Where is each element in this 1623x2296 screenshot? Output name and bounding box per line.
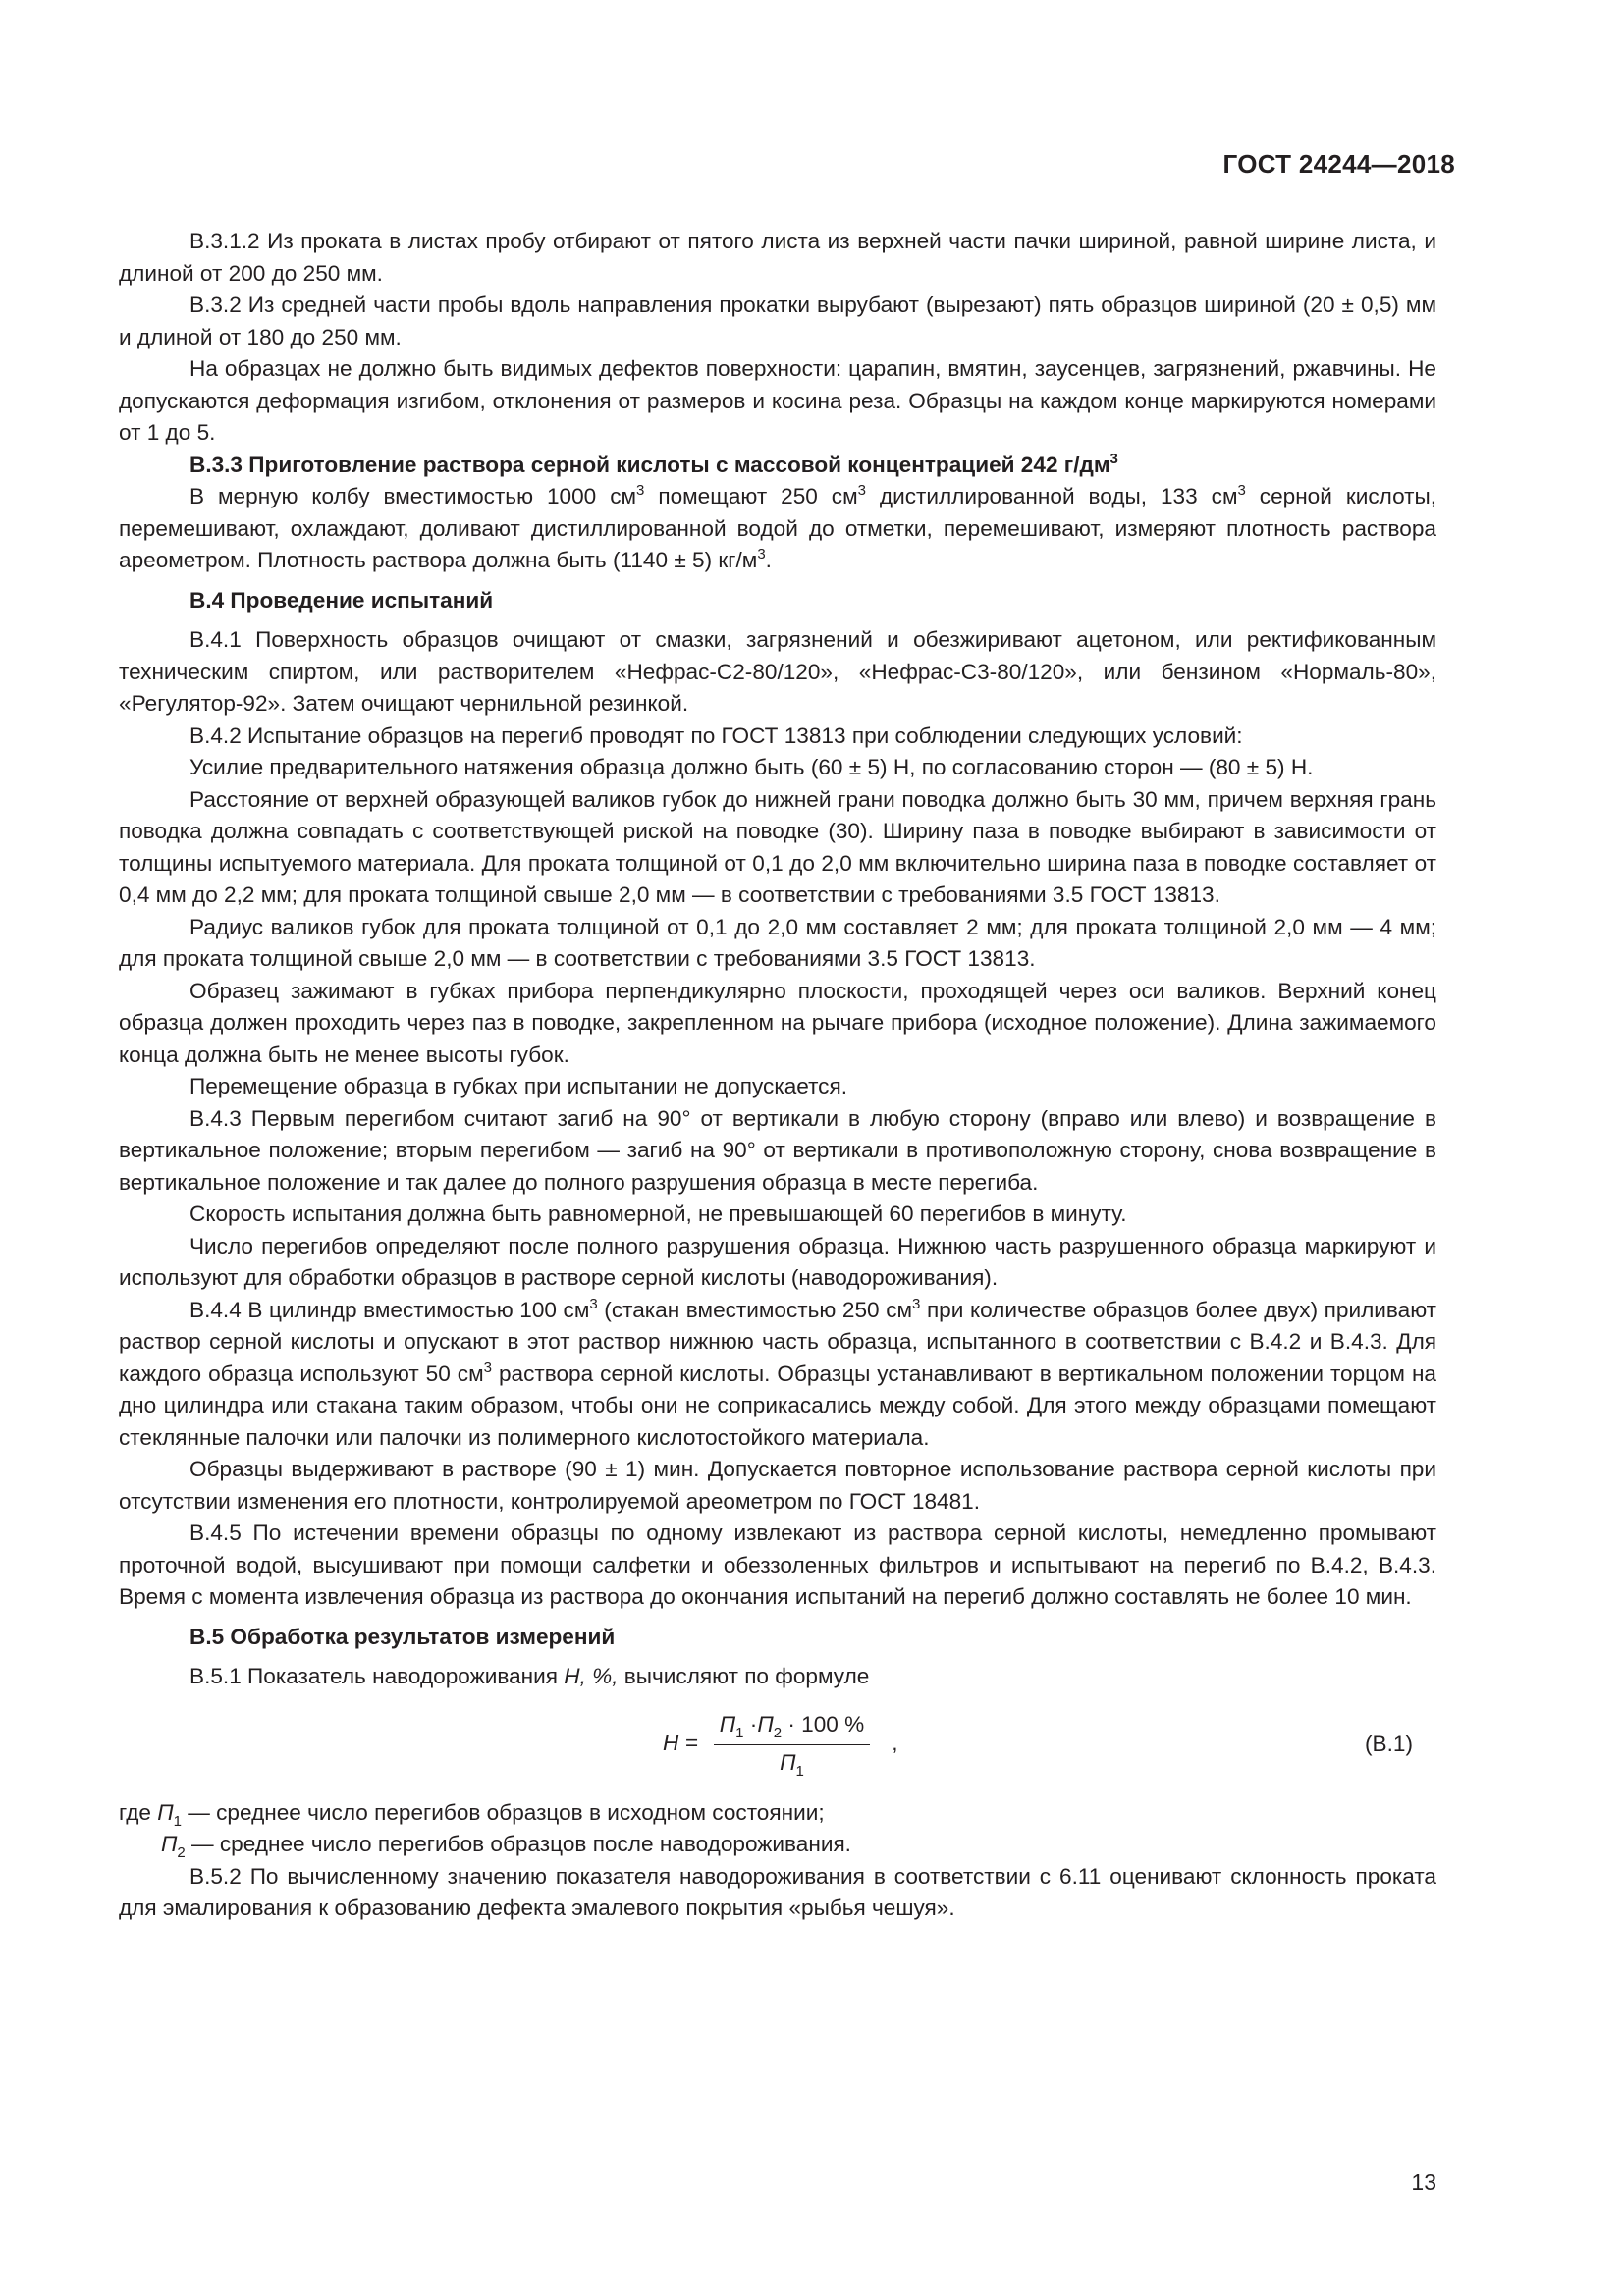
formula [663, 1709, 897, 1780]
formula-block [119, 1699, 1436, 1793]
paragraph-no-movement: Перемещение образца в губках при испытании не допускается. [189, 1074, 847, 1098]
formula-denominator: $П_1$ [780, 1750, 804, 1780]
paragraph-b52: В.5.2 По вычисленному значению показателя наводороживания в соответствии с 6.11 оценивают склонность проката для эмалирования к образованию дефекта эмалевого покрытия «рыбья чешуя». [119, 1863, 1436, 1920]
paragraph-tension: Усилие предварительного натяжения образца должно быть (60 ± 5) Н, по согласованию сторон — (80 ± 5) Н. [189, 755, 1314, 779]
paragraph-b44: В.4.4 В цилиндр вместимостью 100 $см^3$ (стакан вместимостью 250 $см^3$ при количестве образцов более двух) приливают раствор серной кислоты и опускают в этот раствор нижнюю часть образца, испытанного в соответствии с В.4.2 и В.4.3. Для каждого образца используют 50 $см^3$ раствора серной кислоты. Образцы устанавливают в вертикальном положении торцом на дно цилиндра или стакана таким образом, чтобы они не соприкасались между собой. Для этого между образцами помещают стеклянные палочки или палочки из полимерного кислотостойкого материала. [119, 1295, 1437, 1450]
formula-comma: , [892, 1731, 898, 1756]
paragraph-b312: В.3.1.2 Из проката в листах пробу отбирают от пятого листа из верхней части пачки шириной, равной ширине листа, и длиной от 200 до 250 мм. [119, 229, 1436, 286]
paragraph-b43: В.4.3 Первым перегибом считают загиб на 90° от вертикали в любую сторону (вправо или влево) и возвращение в вертикальное положение; вторым перегибом — загиб на 90° от вертикали в противоположную сторону, снова возвращение в вертикальное положение и так далее до полного разрушения образца в месте перегиба. [119, 1105, 1436, 1195]
formula-fraction [714, 1709, 870, 1780]
paragraph-distance: Расстояние от верхней образующей валиков губок до нижней грани поводка должно быть 30 мм, причем верхняя грань поводка должна совпадать с соответствующей риской на поводке (30). Ширину паза в поводке выбирают в зависимости от толщины испытуемого материала. Для проката толщиной от 0,1 до 2,0 мм включительно ширина паза в поводке составляет от 0,4 мм до 2,2 мм; для проката толщиной свыше 2,0 мм — в соответствии с требованиями 3.5 ГОСТ 13813. [119, 786, 1436, 907]
paragraph-solution-prep: В мерную колбу вместимостью 1000 $см^3$ помещают 250 $см^3$ дистиллированной воды, 133 $см^3$ серной кислоты, перемешивают, охлаждают, доливают дистиллированной водой до отметки, перемешивают, измеряют плотность раствора ареометром. Плотность раствора должна быть (1140 ± 5) $кг/м^3$. [119, 482, 1437, 572]
paragraph-radius: Радиус валиков губок для проката толщиной от 0,1 до 2,0 мм составляет 2 мм; для проката толщиной 2,0 мм — 4 мм; для проката толщиной свыше 2,0 мм — в соответствии с требованиями 3.5 ГОСТ 13813. [119, 914, 1436, 971]
paragraph-exposure: Образцы выдерживают в растворе (90 ± 1) мин. Допускается повторное использование раствора серной кислоты при отсутствии изменения его плотности, контролируемой ареометром по ГОСТ 18481. [119, 1457, 1436, 1514]
page-number: 13 [1411, 2169, 1436, 2195]
paragraph-b45: В.4.5 По истечении времени образцы по одному извлекают из раствора серной кислоты, немедленно промывают проточной водой, высушивают при помощи салфетки и обеззоленных фильтров и испытывают на перегиб по В.4.2, В.4.3. Время с момента извлечения образца из раствора до окончания испытаний на перегиб должно составлять не более 10 мин. [119, 1521, 1436, 1609]
where-line-2: $П_2$ — среднее число перегибов образцов после наводороживания. [161, 1832, 851, 1861]
where-line-1: где $П_1$ — среднее число перегибов образцов в исходном состоянии; [119, 1799, 825, 1830]
equation-number: (В.1) [1365, 1731, 1413, 1756]
paragraph-b32: В.3.2 Из средней части пробы вдоль направления прокатки вырубают (вырезают) пять образцов шириной (20 ± 0,5) мм и длиной от 180 до 250 мм. [119, 293, 1436, 349]
paragraph-b41: В.4.1 Поверхность образцов очищают от смазки, загрязнений и обезжиривают ацетоном, или ректификованным техническим спиртом, или растворителем «Нефрас-С2-80/120», «Нефрас-С3-80/120», или бензином «Нормаль-80», «Регулятор-92». Затем очищают чернильной резинкой. [119, 627, 1436, 716]
paragraph-bend-count: Число перегибов определяют после полного разрушения образца. Нижнюю часть разрушенного образца маркируют и используют для обработки образцов в растворе серной кислоты (наводороживания). [119, 1233, 1436, 1290]
paragraph-defects: На образцах не должно быть видимых дефектов поверхности: царапин, вмятин, заусенцев, загрязнений, ржавчины. Не допускаются деформация изгибом, отклонения от размеров и косина реза. Образцы на каждом конце маркируются номерами от 1 до 5. [119, 356, 1436, 445]
formula-lhs: Н = [663, 1731, 698, 1756]
document-body [119, 226, 1436, 1925]
superscript: 3 [1109, 450, 1118, 467]
paragraph-speed: Скорость испытания должна быть равномерной, не превышающей 60 перегибов в минуту. [189, 1201, 1127, 1226]
paragraph-clamping: Образец зажимают в губках прибора перпендикулярно плоскости, проходящей через оси валиков. Верхний конец образца должен проходить через паз в поводке, закрепленном на рычаге прибора (исходное положение). Длина зажимаемого конца должна быть не менее высоты губок. [119, 978, 1436, 1067]
heading-b33 [119, 450, 1436, 482]
document-header: ГОСТ 24244—2018 [1222, 149, 1455, 179]
formula-numerator: $П_1 \cdot П_2 \cdot 100$ % [714, 1709, 870, 1746]
paragraph-b42: В.4.2 Испытание образцов на перегиб проводят по ГОСТ 13813 при соблюдении следующих условий: [189, 722, 1243, 748]
heading-b4: В.4 Проведение испытаний [189, 587, 494, 613]
heading-b5: В.5 Обработка результатов измерений [189, 1624, 616, 1649]
heading-b33-text: В.3.3 Приготовление раствора серной кислоты с массовой концентрацией 242 г/дм [189, 452, 1110, 477]
paragraph-b51: В.5.1 Показатель наводороживания Н, %, вычисляют по формуле [189, 1664, 870, 1688]
